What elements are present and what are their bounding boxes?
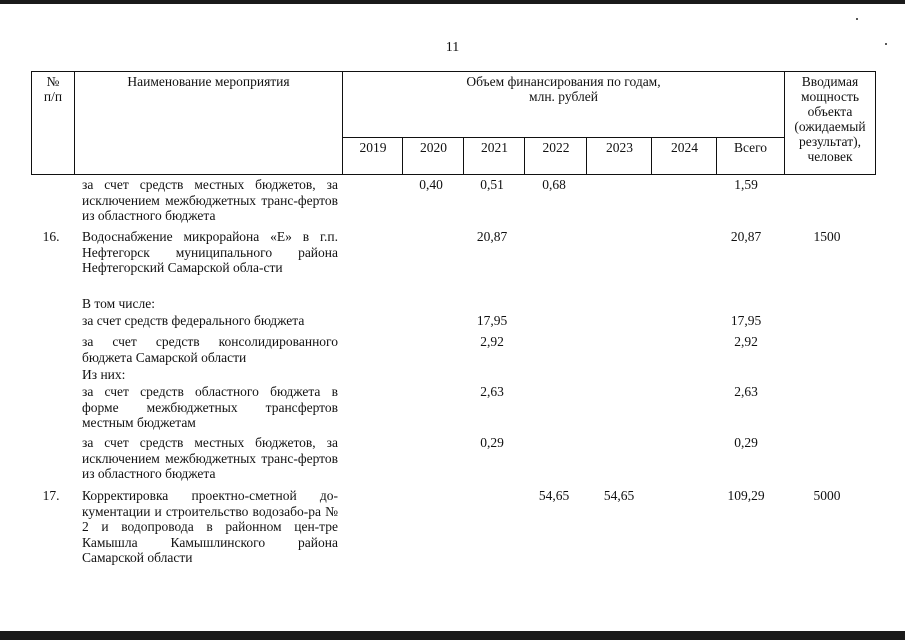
cell-total: 1,59 (734, 177, 758, 192)
cell-total: 2,63 (734, 384, 758, 399)
row-description: Корректировка проектно-сметной до-кументации и строительство водозабо-ра № 2 и водопровода в районном цен-тре Камышла Камышлинского района Самарской области (82, 488, 338, 566)
page-number: 11 (445, 40, 460, 55)
cell-total: 20,87 (730, 229, 762, 244)
row-number: 17. (42, 488, 60, 503)
row-description: В том числе: (82, 296, 155, 311)
scan-border-bottom (0, 631, 905, 640)
row-description: за счет средств местных бюджетов, за исключением межбюджетных транс-фертов из областного бюджета (82, 435, 338, 482)
row-description: за счет средств областного бюджета в форме межбюджетных трансфертов местным бюджетам (82, 384, 338, 431)
cell-capacity: 1500 (813, 229, 841, 244)
cell-2021: 0,29 (480, 435, 504, 450)
cell-2020: 0,40 (419, 177, 443, 192)
cell-total: 2,92 (734, 334, 758, 349)
cell-total: 109,29 (727, 488, 765, 503)
cell-2021: 17,95 (476, 313, 508, 328)
year-header: 2019 (359, 140, 387, 155)
cell-2021: 0,51 (480, 177, 504, 192)
cell-2021: 20,87 (476, 229, 508, 244)
row-number: 16. (42, 229, 60, 244)
header-name: Наименование мероприятия (127, 74, 290, 89)
row-description: Водоснабжение микрорайона «Е» в г.п. Нефтегорск муниципального района Нефтегорский Самарской обла-сти (82, 229, 338, 276)
year-header: 2023 (606, 140, 633, 155)
cell-2022: 0,68 (542, 177, 566, 192)
scan-speck (856, 18, 858, 20)
header-funding: Объем финансирования по годам, млн. рублей (466, 74, 661, 104)
header-num: № п/п (43, 74, 63, 104)
year-header: 2021 (481, 140, 508, 155)
year-header: 2022 (542, 140, 570, 155)
cell-capacity: 5000 (813, 488, 841, 503)
table-header (31, 71, 876, 175)
year-header: 2020 (420, 140, 447, 155)
row-description: Из них: (82, 367, 126, 382)
cell-2023: 54,65 (603, 488, 635, 503)
cell-2022: 54,65 (538, 488, 570, 503)
cell-total: 17,95 (730, 313, 762, 328)
cell-2021: 2,63 (480, 384, 504, 399)
scan-border-top (0, 0, 905, 4)
row-description: за счет средств местных бюджетов, за исключением межбюджетных транс-фертов из областного бюджета (82, 177, 338, 224)
header-capacity: Вводимая мощность объекта (ожидаемый результат), человек (794, 74, 866, 164)
year-header: Всего (733, 140, 768, 155)
row-description: за счет средств федерального бюджета (82, 313, 305, 328)
year-header: 2024 (671, 140, 698, 155)
cell-total: 0,29 (734, 435, 758, 450)
cell-2021: 2,92 (480, 334, 504, 349)
row-description: за счет средств консолидированного бюджета Самарской области (82, 334, 338, 365)
